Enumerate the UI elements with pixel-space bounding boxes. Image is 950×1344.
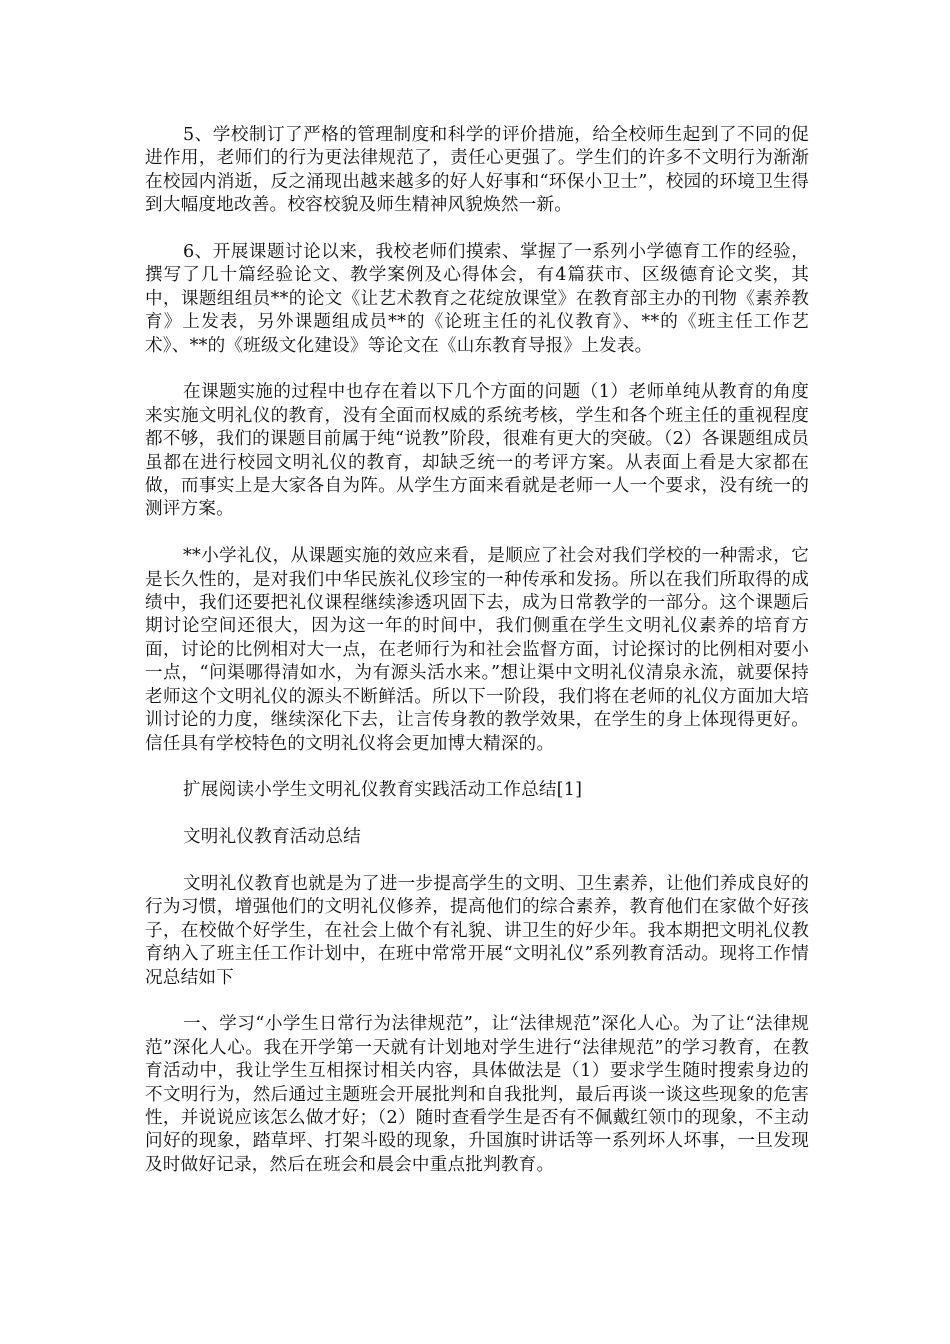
document-body (145, 124, 809, 1201)
paragraph-section-heading: 文明礼仪教育活动总结 (183, 827, 361, 848)
paragraph-future-plans: **小学礼仪，从课题实施的效应来看，是顺应了社会对我们学校的一种需求，它是长久性的，是对我们中华民族礼仪珍宝的一种传承和发扬。所以在我们所取得的成绩中，我们还要把礼仪课程继续渗透巩固下去，成为日常教学的一部分。这个课题后期讨论空间还很大，因为这一年的时间中，我们侧重在学生文明礼仪素养的培育方面，讨论的比例相对大一点，在老师行为和社会监督方面，讨论探讨的比例相对要小一点，“问渠哪得清如水，为有源头活水来。”想让渠中文明礼仪清泉永流，就要保持老师这个文明礼仪的源头不断鲜活。所以下一阶段，我们将在老师的礼仪方面加大培训讨论的力度，继续深化下去，让言传身教的教学效果，在学生的身上体现得更好。信任具有学校特色的文明礼仪将会更加博大精深的。 (145, 546, 809, 754)
paragraph-research-achievements: 6、开展课题讨论以来，我校老师们摸索、掌握了一系列小学德育工作的经验，撰写了几十篇经验论文、教学案例及心得体会，有4篇获市、区级德育论文奖，其中，课题组组员**的论文《让艺术教育之花绽放课堂》在教育部主办的刊物《素养教育》上发表，另外课题组成员**的《论班主任的礼仪教育》、**的《班主任工作艺术》、**的《班级文化建设》等论文在《山东教育导报》上发表。 (145, 242, 809, 356)
paragraph-extended-reading-title: 扩展阅读小学生文明礼仪教育实践活动工作总结[1] (183, 780, 583, 801)
paragraph-existing-problems: 在课题实施的过程中也存在着以下几个方面的问题（1）老师单纯从教育的角度来实施文明礼仪的教育，没有全面而权威的系统考核，学生和各个班主任的重视程度都不够，我们的课题目前属于纯“说教”阶段，很难有更大的突破。（2）各课题组成员虽都在进行校园文明礼仪的教育，却缺乏统一的考评方案。从表面上看是大家都在做，而事实上是大家各自为阵。从学生方面来看就是老师一人一个要求，没有统一的测评方案。 (145, 382, 809, 520)
paragraph-school-management: 5、学校制订了严格的管理制度和科学的评价措施，给全校师生起到了不同的促进作用，老师们的行为更法律规范了，责任心更强了。学生们的许多不文明行为渐渐在校园内消逝，反之涌现出越来越多的好人好事和“环保小卫士”，校园的环境卫生得到大幅度地改善。校容校貌及师生精神风貌焕然一新。 (145, 125, 809, 216)
paragraph-learning-norms: 一、学习“小学生日常行为法律规范”，让“法律规范”深化人心。为了让“法律规范”深化人心。我在开学第一天就有计划地对学生进行“法律规范”的学习教育，在教育活动中，我让学生互相探讨相关内容，具体做法是（1）要求学生随时搜索身边的不文明行为，然后通过主题班会开展批判和自我批判，最后再谈一谈这些现象的危害性，并说说应该怎么做才好；（2）随时查看学生是否有不佩戴红领巾的现象，不主动问好的现象，踏草坪、打架斗殴的现象，升国旗时讲话等一系列坏人坏事，一旦发现及时做好记录，然后在班会和晨会中重点批判教育。 (145, 1014, 809, 1175)
paragraph-etiquette-intro: 文明礼仪教育也就是为了进一步提高学生的文明、卫生素养，让他们养成良好的行为习惯，增强他们的文明礼仪修养，提高他们的综合素养，教育他们在家做个好孩子，在校做个好学生，在社会上做个有礼貌、讲卫生的好少年。我本期把文明礼仪教育纳入了班主任工作计划中，在班中常常开展“文明礼仪”系列教育活动。现将工作情况总结如下 (145, 873, 809, 988)
